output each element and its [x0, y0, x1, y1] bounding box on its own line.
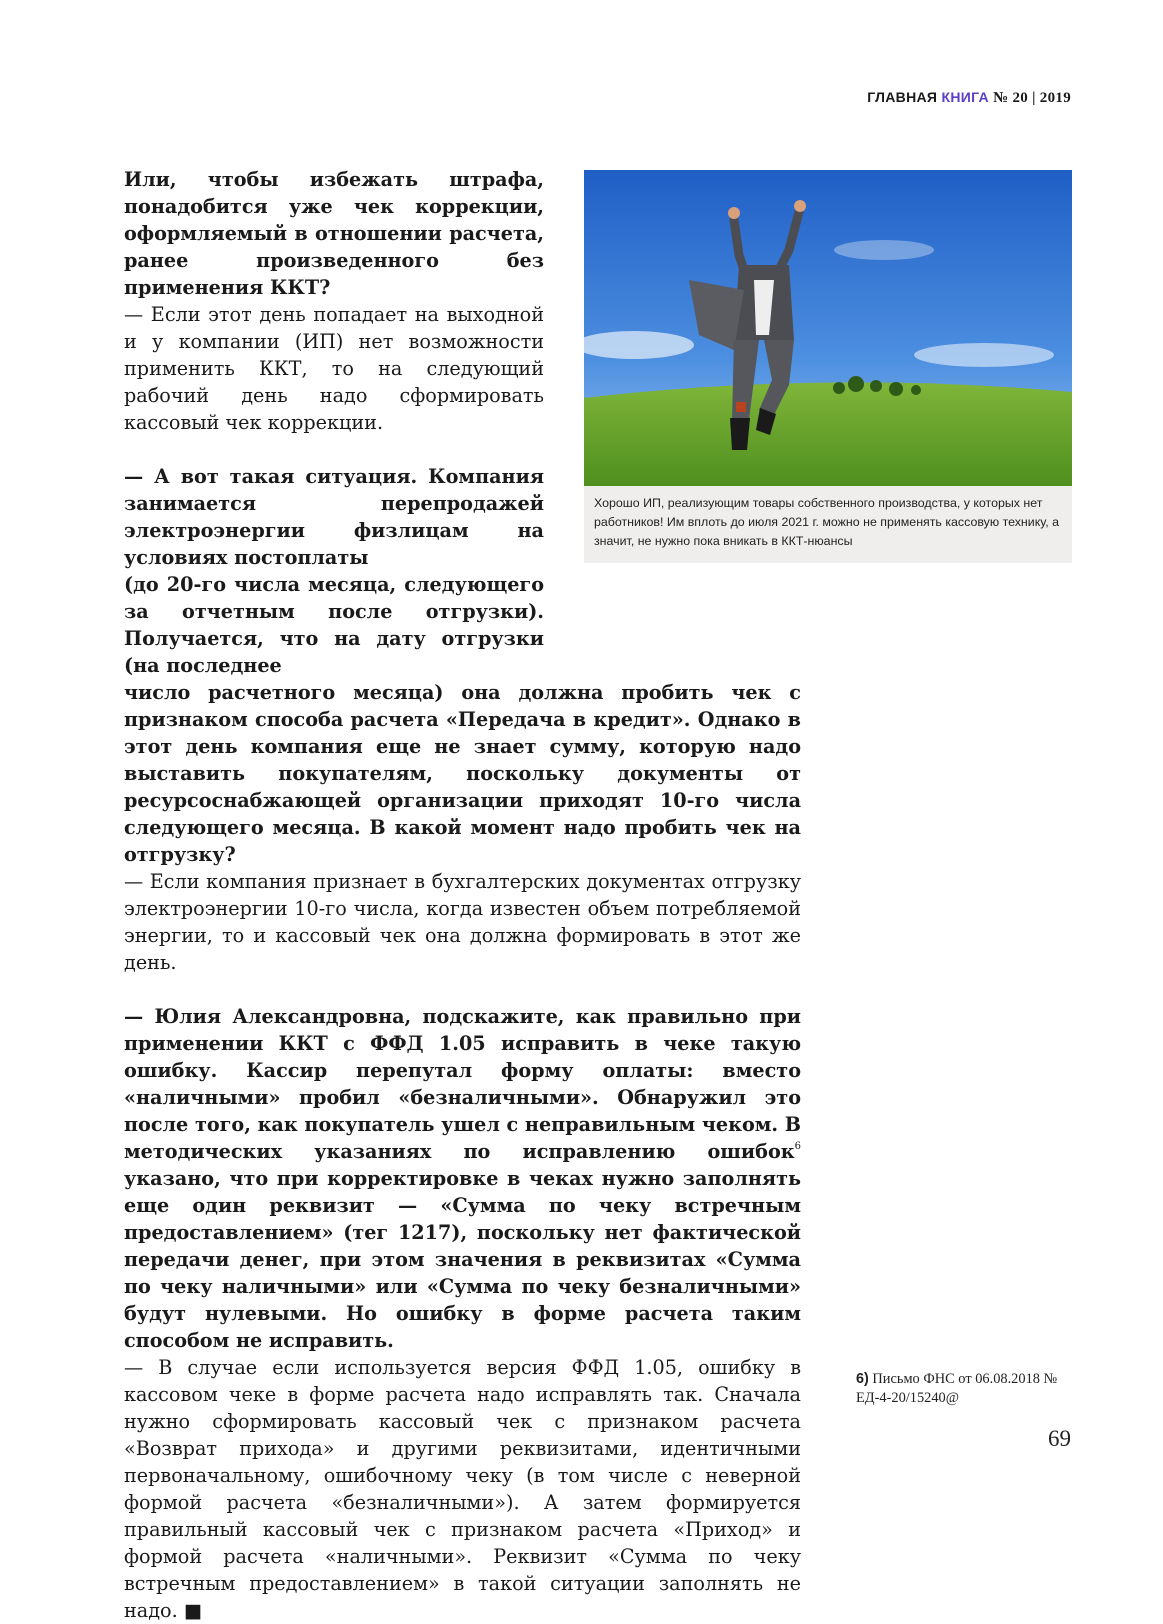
question-2-part-b: (до 20-го числа месяца, следующего за отчетным после отгрузки). Получается, что на дату отгрузки (на последнее — [124, 573, 544, 677]
question-2-part-a: — А вот такая ситуация. Компания занимается перепродажей электроэнергии физлицам на условиях постоплаты — [124, 465, 544, 569]
answer-1: — Если этот день попадает на выходной и у компании (ИП) нет возможности применить ККТ, то на следующий рабочий день надо сформировать кассовый чек коррекции. — [124, 303, 544, 434]
issue-number: № 20 | 2019 — [993, 90, 1071, 106]
footnote-text: Письмо ФНС от 06.08.2018 № ЕД-4-20/15240@ — [856, 1371, 1058, 1406]
photo-block — [584, 170, 1072, 563]
answer-3-text: — В случае если используется версия ФФД 1.05, ошибку в кассовом чеке в форме расчета надо исправлять так. Сначала нужно сформировать кассовый чек с признаком расчета «Возврат прихода» и другими реквизитами, идентичными первоначальному, ошибочному чеку (в том числе с неверной формой расчета «безналичными»). А затем формируется правильный кассовый чек с признаком расчета «Приход» и формой расчета «наличными». Реквизит «Сумма по чеку встречным предоставлением» в такой ситуации заполнять не надо. — [124, 1356, 801, 1622]
answer-2: — Если компания признает в бухгалтерских документах отгрузку электроэнергии 10-го числа, когда известен объем потребляемой энергии, то и кассовый чек она должна формировать в этот же день. — [124, 870, 801, 974]
question-3-part-a: — Юлия Александровна, подскажите, как правильно при применении ККТ с ФФД 1.05 исправить в чеке такую ошибку. Кассир перепутал форму оплаты: вместо «наличными» пробил «безналичными». Обнаружил это после того, как покупатель ушел с неправильным чеком. В методических указаниях по исправлению ошибок — [124, 1005, 801, 1163]
brand-name-accent: КНИГА — [941, 89, 989, 105]
question-1: Или, чтобы избежать штрафа, понадобится уже чек коррекции, оформляемый в отношении расчета, ранее произведенного без применения ККТ? — [124, 168, 544, 299]
answer-3 — [124, 1354, 801, 1624]
jumping-businessman-photo — [584, 170, 1072, 486]
footnote-ref[interactable]: 6 — [794, 1141, 801, 1152]
brand-name: ГЛАВНАЯ — [867, 89, 938, 105]
question-2-part-c: число расчетного месяца) она должна пробить чек с признаком способа расчета «Передача в кредит». Однако в этот день компания еще не знает сумму, которую надо выставить покупателям, поскольку документы от ресурсоснабжающей организации приходят 10-го числа следующего месяца. В какой момент надо пробить чек на отгрузку? — [124, 681, 801, 866]
question-3 — [124, 1003, 801, 1354]
photo-caption: Хорошо ИП, реализующим товары собственного производства, у которых нет работников! Им вплоть до июля 2021 г. можно не применять кассовую технику, а значит, не нужно пока вникать в ККТ-нюансы — [594, 496, 1059, 548]
question-3-part-b: указано, что при корректировке в чеках нужно заполнять еще один реквизит — «Сумма по чеку встречным предоставлением» (тег 1217), поскольку нет фактической передачи денег, при этом значения в реквизитах «Сумма по чеку наличными» или «Сумма по чеку безналичными» будут нулевыми. Но ошибку в форме расчета таким способом не исправить. — [124, 1167, 801, 1352]
page-number: 69 — [1048, 1426, 1071, 1451]
footnote-number: 6) — [856, 1371, 869, 1387]
end-mark: ■ — [183, 1599, 202, 1622]
footnote — [856, 1370, 1071, 1408]
magazine-header — [867, 89, 1071, 107]
